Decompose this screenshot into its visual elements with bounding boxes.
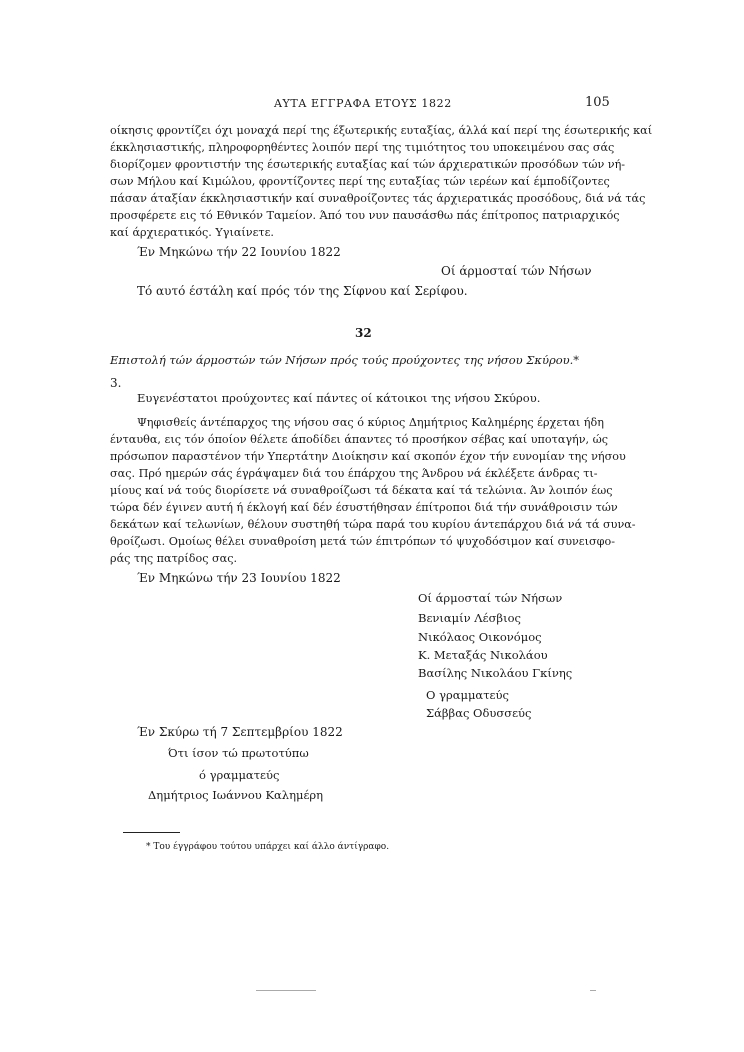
copy-secretary-title: ό γραμματεύς [199,768,280,782]
letter-line-3: πρόσωπον παραστένον τήν Υπερτάτην Διοίκησιν καί σκοπόν έχον τήν ευνομίαν της νήσου [110,450,626,463]
letter-line-5: μίους καί νά τούς διορίσετε νά συναθροίζωσι τά δέκατα καί τά τελώνια. Άν λοιπόν έως [110,484,613,497]
letter-place-date: Έν Μηκώνω τήν 23 Ιουνίου 1822 [137,571,341,585]
intro-line-6: προσφέρετε εις τό Εθνικόν Ταμείον. Άπό του νυν παυσάσθω πάς έπίτροπος πατριαρχικός [110,209,620,222]
footnote: * Του έγγράφου τούτου υπάρχει καί άλλο άντίγραφο. [146,842,390,852]
scan-artifact-line [256,990,316,991]
intro-line-4: σων Μήλου καί Κιμώλου, φροντίζοντες περί της ευταξίας τών ιερέων καί έμποδίζοντες [110,175,610,188]
salutation: Ευγενέστατοι προύχοντες καί πάντες οί κάτοικοι της νήσου Σκύρου. [137,391,541,405]
letter-line-1: Ψηφισθείς άντέπαρχος της νήσου σας ό κύριος Δημήτριος Καλημέρης έρχεται ήδη [137,416,604,429]
letter-line-7: δεκάτων καί τελωνίων, θέλουν συστηθή τώρα παρά του κυρίου άντεπάρχου διά νά τά συνα- [110,518,636,531]
letter-line-4: σας. Πρό ημερών σάς έγράψαμεν διά του έπάρχου της Άνδρου νά έκλέξετε άνδρας τι- [110,467,598,480]
letter-line-8: θροίζωσι. Ομοίως θέλει συναθροίση μετά τών έπιτρόπων τό ψυχοδόσιμον καί συνεισφο- [110,535,615,548]
secretary-name: Σάββας Οδυσσεύς [426,706,532,720]
signatory-2: Νικόλαος Οικονόμος [418,630,542,644]
copy-place-date: Έν Σκύρω τή 7 Σεπτεμβρίου 1822 [137,725,343,739]
intro-line-5: πάσαν άταξίαν έκκλησιαστικήν καί συναθροίζοντες τάς άρχιερατικάς προσόδους, διά νά τάς [110,192,646,205]
signatory-3: Κ. Μεταξάς Νικολάου [418,648,548,662]
intro-line-7: καί άρχιερατικός. Υγιαίνετε. [110,226,274,239]
document-title: Επιστολή τών άρμοστών τών Νήσων πρός τούς προύχοντες της νήσου Σκύρου.* [110,353,580,367]
signatory-1: Βενιαμίν Λέσβιος [418,611,521,625]
document-ref: 3. [110,376,122,390]
scan-artifact-mark [590,990,596,991]
copy-certification: Ότι ίσον τώ πρωτοτύπω [168,746,309,760]
intro-signatory: Οί άρμοσταί τών Νήσων [441,264,592,278]
running-title: ΑΥΤΑ ΕΓΓΡΑΦΑ ΕΤΟΥΣ 1822 [274,97,452,110]
intro-note: Τό αυτό έστάλη καί πρός τόν της Σίφνου καί Σερίφου. [137,284,468,298]
copy-secretary-name: Δημήτριος Ιωάννου Καλημέρη [148,788,324,802]
signatory-4: Βασίλης Νικολάου Γκίνης [418,666,573,680]
intro-line-2: έκκλησιαστικής, πληροφορηθέντες λοιπόν περί της τιμιότητος του υποκειμένου σας σάς [110,141,615,154]
signatory-title: Οί άρμοσταί τών Νήσων [418,591,563,605]
intro-place-date: Έν Μηκώνω τήν 22 Ιουνίου 1822 [137,245,341,259]
secretary-title: Ο γραμματεύς [426,688,509,702]
intro-line-3: διορίζομεν φροντιστήν της έσωτερικής ευταξίας καί τών άρχιερατικών προσόδων τών νή- [110,158,626,171]
document-number: 32 [355,326,372,340]
letter-line-9: ράς της πατρίδος σας. [110,552,238,565]
intro-line-1: οίκησις φροντίζει όχι μοναχά περί της έξωτερικής ευταξίας, άλλά καί περί της έσωτερικής καί [110,124,653,137]
page-number: 105 [585,95,610,110]
footnote-rule [123,832,180,833]
letter-line-2: ένταυθα, εις τόν όποίον θέλετε άποδίδει άπαντες τό προσήκον σέβας καί υποταγήν, ώς [110,433,609,446]
letter-line-6: τώρα δέν έγινεν αυτή ή έκλογή καί δέν έσυστήθησαν έπίτροποι διά τήν συνάθροισιν τών [110,501,618,514]
